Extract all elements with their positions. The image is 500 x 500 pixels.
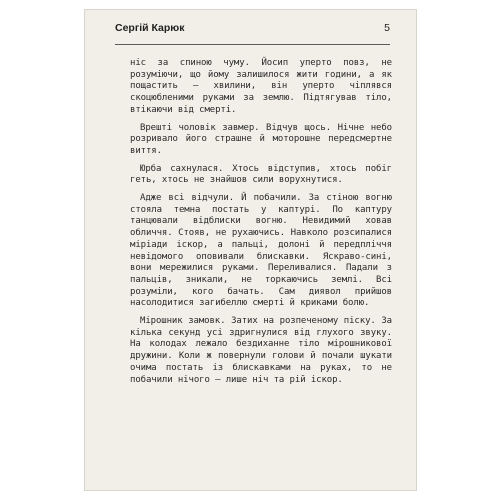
page-number: 5 xyxy=(384,22,390,34)
body-text xyxy=(130,58,392,392)
paragraph-2: Врешті чоловік завмер. Відчув щось. Нічне небо розривало його страшне й моторошне передсмертне виття. xyxy=(130,122,392,156)
paragraph-4: Адже всі відчули. Й побачили. За стіною вогню стояла темна постать у каптурі. По каптуру танцювали відблиски вогню. Невидимий ховав обличчя. Стояв, не рухаючись. Навколо розсипалися міріади іскор, а пальці, долоні й передпліччя невідомого оповивали блискавки. Яскраво-сині, вони мережилися руками. Переливалися. Падали з пальців, зникали, не торкаючись землі. Всі розуміли, кого бачать. Сам диявол прийшов насолодитися загибеллю смерті й криками болю. xyxy=(130,193,392,309)
book-page xyxy=(85,10,416,490)
paragraph-1: ніс за спиною чуму. Йосип уперто повз, не розуміючи, що йому залишилося жити години, а як пощастить — хвилини, він уперто чіплявся скоцюбленими руками за землю. Підтягував тіло, втікаючи від смерті. xyxy=(130,58,392,115)
running-header xyxy=(115,22,390,38)
header-divider xyxy=(115,44,390,45)
author-name: Сергій Карюк xyxy=(115,22,185,34)
paragraph-3: Юрба сахнулася. Хтось відступив, хтось побіг геть, хтось не знайшов сили ворухнутися. xyxy=(130,163,392,186)
paragraph-5: Мірошник замовк. Затих на розпеченому піску. За кілька секунд усі здригнулися від глухого звуку. На колодах лежало бездиханне тіло мірошникової дружини. Коли ж повернули голови й почали шукати очима постать із блискавками на руках, то не побачили нічого — лише ніч та рій іскор. xyxy=(130,316,392,385)
